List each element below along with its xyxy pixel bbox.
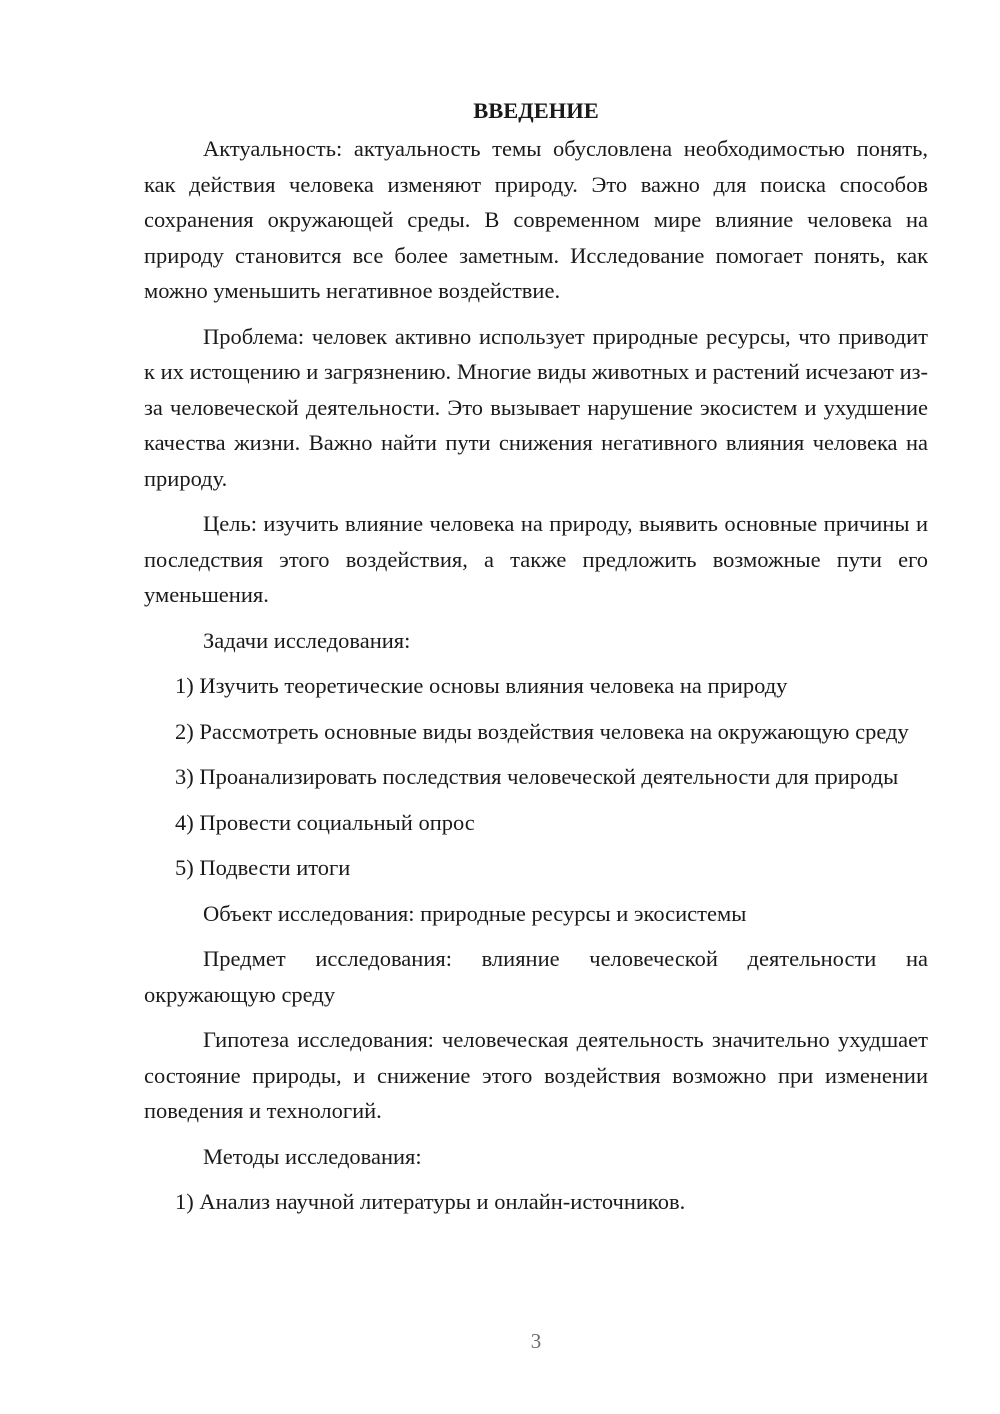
task-item-5: 5) Подвести итоги xyxy=(175,855,351,880)
tasks-title: Задачи исследования: xyxy=(203,627,411,653)
methods-title: Методы исследования: xyxy=(203,1143,422,1169)
paragraph-object: Объект исследования: природные ресурсы и экосистемы xyxy=(203,900,747,926)
task-item-1: 1) Изучить теоретические основы влияния человека на природу xyxy=(175,673,788,698)
paragraph-hypothesis: Гипотеза исследования: человеческая деятельность значительно ухудшает состояние природы, и снижение этого воздействия возможно при изменении поведения и технологий. xyxy=(144,1027,928,1123)
page-number: 3 xyxy=(530,1329,542,1353)
paragraph-goal: Цель: изучить влияние человека на природу, выявить основные причины и последствия этого воздействия, а также предложить возможные пути его уменьшения. xyxy=(144,511,928,607)
paragraph-problem: Проблема: человек активно использует природные ресурсы, что приводит к их истощению и загрязнению. Многие виды животных и растений исчезают из-за человеческой деятельности. Это вызывает нарушение экосистем и ухудшение качества жизни. Важно найти пути снижения негативного влияния человека на природу. xyxy=(144,323,928,491)
task-item-4: 4) Провести социальный опрос xyxy=(175,809,475,835)
paragraph-subject: Предмет исследования: влияние человеческой деятельности на окружающую среду xyxy=(144,946,928,1007)
page-content xyxy=(144,96,928,1230)
task-item-3: 3) Проанализировать последствия человеческой деятельности для природы xyxy=(175,764,899,789)
paragraph-relevance: Актуальность: актуальность темы обусловлена необходимостью понять, как действия человека изменяют природу. Это важно для поиска способов сохранения окружающей среды. В современном мире влияние человека на природу становится все более заметным. Исследование помогает понять, как можно уменьшить негативное воздействие. xyxy=(144,136,928,303)
method-item-1: 1) Анализ научной литературы и онлайн-источников. xyxy=(175,1189,686,1214)
section-heading: ВВЕДЕНИЕ xyxy=(473,98,599,123)
task-item-2: 2) Рассмотреть основные виды воздействия человека на окружающую среду xyxy=(175,718,909,744)
